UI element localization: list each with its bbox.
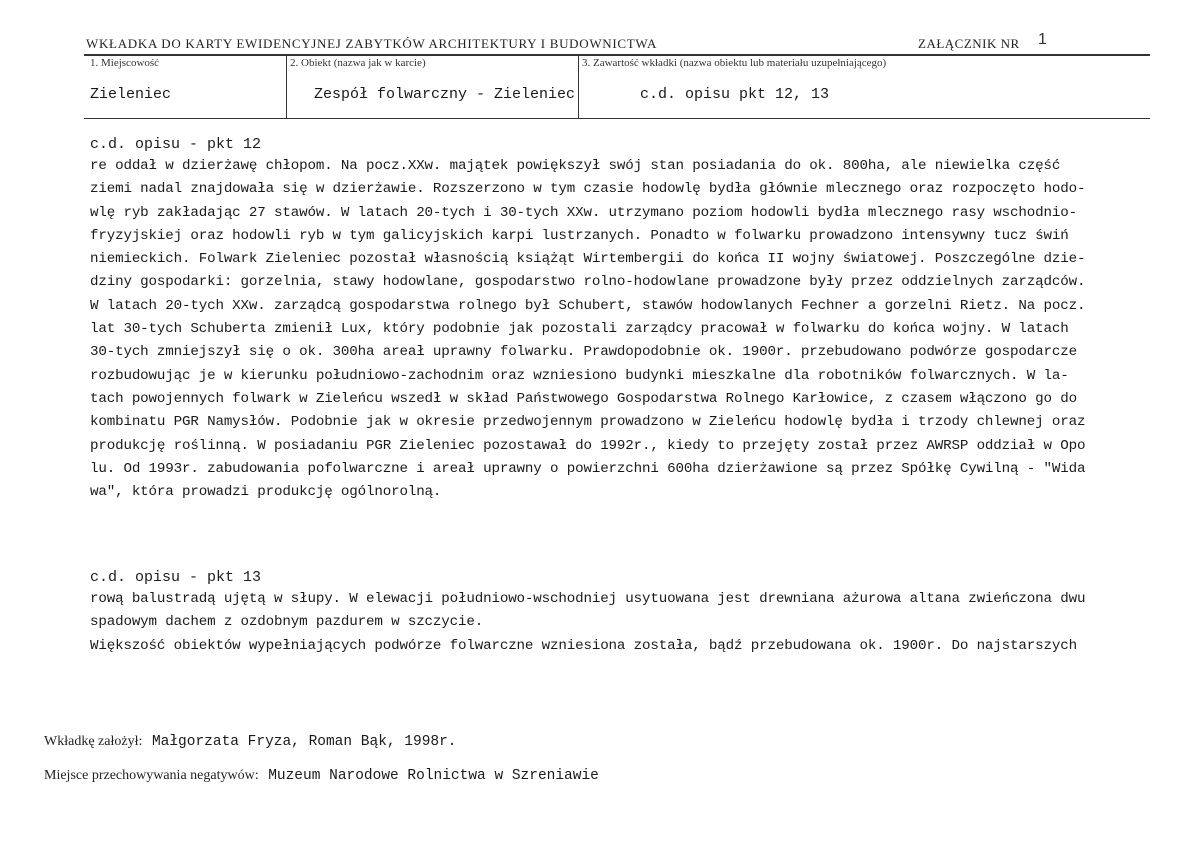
text-line: ziemi nadal znajdowała się w dzierżawie. Rozszerzono w tym czasie hodowlę bydła głównie mlecznego oraz rozpoczęto hodo- [90, 181, 1086, 198]
object-value: Zespół folwarczny - Zieleniec [314, 86, 576, 103]
section-body [90, 155, 1160, 504]
object-label: 2. Obiekt (nazwa jak w karcie) [290, 57, 426, 69]
section-heading: c.d. opisu - pkt 12 [90, 136, 262, 153]
text-line: rozbudowując je w kierunku południowo-zachodnim oraz wzniesiono budynki mieszkalne dla robotników folwarcznych. W la- [90, 367, 1069, 384]
annex-number: 1 [1038, 31, 1047, 48]
section-body [90, 588, 1160, 658]
text-line: fryzyjskiej oraz hodowli ryb w tym galicyjskich karpi lustrzanych. Ponadto w folwarku prowadzono intensywny tucz świń [90, 227, 1069, 244]
text-line: rową balustradą ujętą w słupy. W elewacji południowo-wschodniej usytuowana jest drewniana ażurowa altana zwieńczona dwu [90, 591, 1086, 607]
author-value: Małgorzata Fryza, Roman Bąk, 1998r. [151, 734, 457, 750]
annex-label: ZAŁĄCZNIK NR [918, 36, 1020, 51]
text-line: lat 30-tych Schuberta zmienił Lux, który podobnie jak pozostali zarządcy pracował w folwarku do końca wojny. W latach [90, 321, 1069, 338]
locality-label: 1. Miejscowość [90, 57, 160, 69]
text-line: tach powojennych folwark w Zieleńcu wszedł w skład Państwowego Gospodarstwa Rolnego Karłowice, z czasem włączono go do [90, 390, 1077, 407]
header-top-rule [84, 54, 1150, 56]
negatives-label: Miejsce przechowywania negatywów: [44, 768, 259, 783]
text-line: wa", która prowadzi produkcję ogólnorolną. [90, 484, 442, 501]
section-pkt-12 [90, 135, 1160, 504]
locality-value: Zieleniec [90, 86, 172, 103]
content-label: 3. Zawartość wkładki (nazwa obiektu lub materiału uzupełniającego) [582, 57, 887, 69]
text-line: spadowym dachem z ozdobnym pazdurem w szczycie. [90, 614, 484, 631]
text-line: W latach 20-tych XXw. zarządcą gospodarstwa rolnego był Schubert, stawów hodowlanych Fechner a gorzelni Rietz. Na pocz. [90, 297, 1086, 314]
negatives-value: Muzeum Narodowe Rolnictwa w Szreniawie [268, 768, 599, 784]
section-heading: c.d. opisu - pkt 13 [90, 569, 262, 586]
text-line: 30-tych zmniejszył się o ok. 300ha areał uprawny folwarku. Prawdopodobnie ok. 1900r. przebudowano podwórze gospodarcze [90, 344, 1077, 361]
header-bottom-rule [84, 118, 1150, 119]
negatives-row [44, 766, 599, 784]
text-line: Większość obiektów wypełniających podwórze folwarczne wzniesiona została, bądź przebudowana ok. 1900r. Do najstarszych [90, 637, 1077, 654]
text-line: dziny gospodarki: gorzelnia, stawy hodowlane, gospodarstwo rolno-hodowlane prowadzone były przez oddzielnych zarządców. [90, 274, 1086, 291]
text-line: wlę ryb zakładając 27 stawów. W latach 20-tych i 30-tych XXw. utrzymano poziom hodowli bydła mlecznego rasy wschodnio- [90, 204, 1077, 221]
text-line: niemieckich. Folwark Zieleniec pozostał własnością książąt Wirtembergii do końca II wojny światowej. Poszczególne dzie- [90, 251, 1086, 268]
text-line: kombinatu PGR Namysłów. Podobnie jak w okresie przedwojennym prowadzono w Zieleńcu hodowlę bydła i trzody chlewnej oraz [90, 414, 1086, 431]
text-line: lu. Od 1993r. zabudowania pofolwarczne i areał uprawny o powierzchni 600ha dzierżawione są przez Spółkę Cywilną - "Wida [90, 460, 1086, 477]
document-title: WKŁADKA DO KARTY EWIDENCYJNEJ ZABYTKÓW ARCHITEKTURY I BUDOWNICTWA [86, 36, 658, 51]
content-value: c.d. opisu pkt 12, 13 [640, 86, 830, 103]
text-line: produkcję roślinną. W posiadaniu PGR Zieleniec pozostawał do 1992r., kiedy to przejęty został przez AWRSP oddział w Opo [90, 437, 1086, 454]
header-divider-2 [578, 54, 579, 118]
section-pkt-13 [90, 568, 1160, 658]
author-label: Wkładkę założył: [44, 734, 143, 749]
author-row [44, 732, 457, 750]
text-line: re oddał w dzierżawę chłopom. Na pocz.XXw. majątek powiększył swój stan posiadania do ok. 800ha, ale niewielka część [90, 158, 1061, 174]
header-divider-1 [286, 54, 287, 118]
